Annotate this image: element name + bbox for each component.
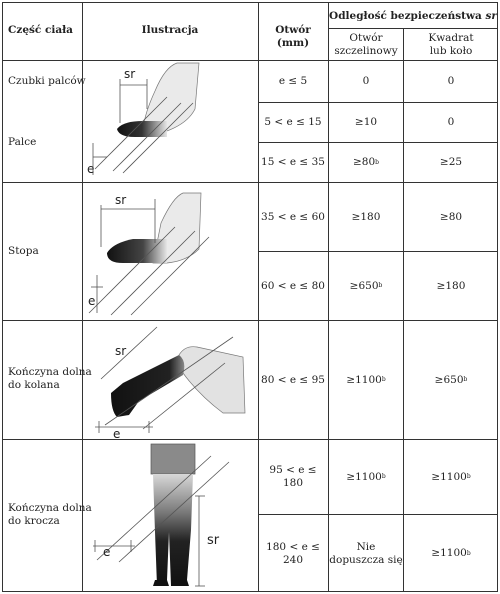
- fingers-illustration: [83, 61, 258, 182]
- header-slot: Otwór szczelinowy: [334, 32, 398, 57]
- opening-cell: 5 < e ≤ 15: [264, 116, 322, 128]
- leg-shape: [111, 355, 184, 417]
- square-cell: ≥1100 b: [431, 470, 471, 483]
- slot-cell: ≥180: [351, 210, 381, 223]
- label-fingertips: Czubki palców: [8, 75, 86, 87]
- safety-distance-table: [2, 2, 498, 592]
- square-cell: 0: [447, 116, 455, 128]
- opening-cell: 15 < e ≤ 35: [261, 156, 325, 168]
- sr-dimension-label: sr: [207, 533, 220, 548]
- e-dimension-label: e: [88, 294, 96, 308]
- slot-cell: ≥1100 b: [346, 470, 386, 483]
- label-leg-to-knee: Kończyna dolna do kolana: [8, 366, 92, 391]
- leg-to-knee-illustration: [83, 321, 258, 439]
- hand-shape: [117, 121, 167, 137]
- opening-cell: e ≤ 5: [278, 75, 308, 87]
- opening-cell: 35 < e ≤ 60: [261, 210, 325, 223]
- slot-cell: Nie dopuszcza się: [329, 540, 403, 566]
- square-cell: 0: [447, 75, 455, 87]
- header-body-part: Część ciała: [8, 24, 73, 36]
- opening-cell: 180 < e ≤ 240: [266, 540, 320, 566]
- header-opening: Otwór (mm): [275, 24, 311, 49]
- slot-cell: ≥80 b: [352, 156, 379, 168]
- square-cell: ≥25: [439, 156, 463, 168]
- slot-cell: ≥10: [354, 116, 378, 128]
- e-dimension-label: e: [87, 162, 95, 176]
- header-safety-distance: Odległość bezpieczeństwa sr: [329, 10, 497, 22]
- slot-cell: 0: [362, 75, 370, 87]
- e-dimension-label: e: [113, 427, 121, 439]
- opening-cell: 60 < e ≤ 80: [261, 279, 325, 292]
- opening-cell: 95 < e ≤ 180: [269, 464, 317, 489]
- square-cell: ≥80: [439, 210, 463, 223]
- square-cell: ≥180: [436, 279, 466, 292]
- opening-cell: 80 < e ≤ 95: [261, 373, 325, 386]
- hand-shape: [107, 239, 167, 263]
- label-fingers: Palce: [8, 136, 37, 148]
- sr-dimension-label: sr: [115, 193, 127, 207]
- sr-dimension-label: sr: [124, 67, 136, 81]
- label-leg-to-crotch: Kończyna dolna do krocza: [8, 502, 92, 527]
- leg-to-crotch-illustration: [83, 440, 258, 592]
- header-illustration: Ilustracja: [141, 24, 199, 36]
- hand-illustration: [83, 183, 258, 320]
- header-square: Kwadrat lub koło: [428, 32, 474, 57]
- square-cell: ≥1100 b: [431, 547, 471, 559]
- e-dimension-label: e: [103, 545, 111, 559]
- label-foot: Stopa: [8, 245, 39, 257]
- sr-dimension-label: sr: [115, 344, 127, 358]
- square-cell: ≥650 b: [434, 373, 468, 386]
- slot-cell: ≥1100 b: [346, 373, 386, 386]
- slot-cell: ≥650 b: [349, 279, 383, 292]
